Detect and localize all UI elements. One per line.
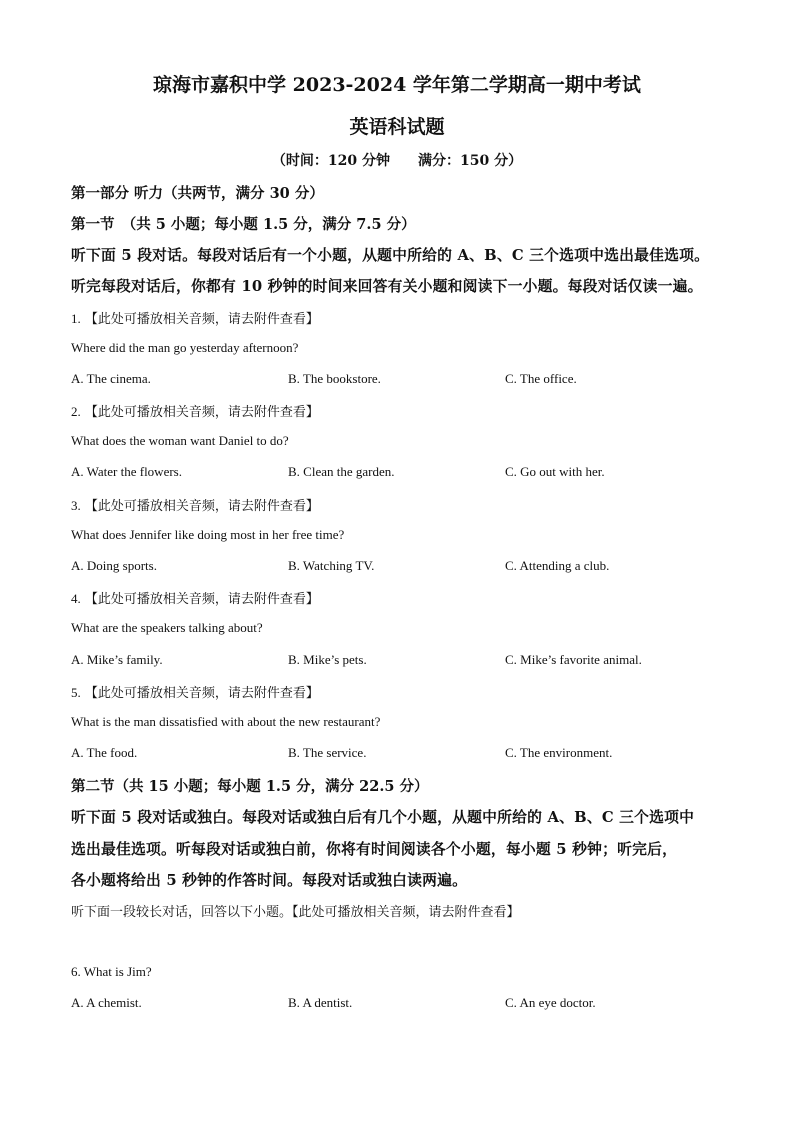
- question-4-option-c: C. Mike’s favorite animal.: [505, 652, 642, 667]
- section1-instruction-1: 听下面 5 段对话。每段对话后有一个小题，从题中所给的 A、B、C 三个选项中选出最佳选项。: [71, 247, 710, 264]
- section2-heading: 第二节（共 15 小题；每小题 1.5 分，满分 22.5 分）: [71, 778, 429, 795]
- question-3-option-c: C. Attending a club.: [505, 558, 610, 573]
- question-4-option-b: B. Mike’s pets.: [288, 652, 367, 667]
- question-4-audio[interactable]: [71, 588, 319, 607]
- question-6-option-b: B. A dentist.: [288, 995, 353, 1010]
- question-2-text: What does the woman want Daniel to do?: [71, 433, 289, 448]
- question-3-option-b: B. Watching TV.: [288, 558, 375, 573]
- question-1-audio[interactable]: [71, 308, 319, 327]
- question-2-option-b: B. Clean the garden.: [288, 464, 395, 479]
- question-5-option-c: C. The environment.: [505, 745, 613, 760]
- section1-instruction-2: 听完每段对话后，你都有 10 秒钟的时间来回答有关小题和阅读下一小题。每段对话仅读一遍。: [71, 278, 703, 295]
- question-6-text: 6. What is Jim?: [71, 964, 152, 979]
- question-5-audio[interactable]: [71, 682, 319, 701]
- question-number: 5.: [71, 685, 81, 700]
- listen-instruction[interactable]: 听下面一段较长对话，回答以下小题。【此处可播放相关音频，请去附件查看】: [71, 905, 520, 920]
- audio-placeholder: 【此处可播放相关音频，请去附件查看】: [84, 405, 319, 420]
- section1-heading: 第一节 （共 5 小题；每小题 1.5 分，满分 7.5 分）: [71, 216, 416, 233]
- question-3-option-a: A. Doing sports.: [71, 558, 157, 573]
- question-number: 1.: [71, 311, 81, 326]
- question-number: 2.: [71, 404, 81, 419]
- audio-placeholder: 【此处可播放相关音频，请去附件查看】: [84, 499, 319, 514]
- question-1-text: Where did the man go yesterday afternoon?: [71, 340, 299, 355]
- question-2-option-c: C. Go out with her.: [505, 464, 605, 479]
- question-6-option-c: C. An eye doctor.: [505, 995, 596, 1010]
- question-number: 3.: [71, 498, 81, 513]
- audio-placeholder: 【此处可播放相关音频，请去附件查看】: [84, 312, 319, 327]
- question-5-option-a: A. The food.: [71, 745, 138, 760]
- exam-subtitle: 英语科试题: [349, 116, 445, 138]
- question-4-text: What are the speakers talking about?: [71, 620, 263, 635]
- question-1-option-c: C. The office.: [505, 371, 577, 386]
- question-2-audio[interactable]: [71, 401, 319, 420]
- audio-placeholder: 【此处可播放相关音频，请去附件查看】: [84, 592, 319, 607]
- section2-instruction-2: 选出最佳选项。听每段对话或独白前，你将有时间阅读各个小题，每小题 5 秒钟；听完后，: [71, 841, 678, 858]
- question-3-text: What does Jennifer like doing most in her free time?: [71, 527, 345, 542]
- question-1-option-a: A. The cinema.: [71, 371, 151, 386]
- time-info: （时间：120 分钟 满分：150 分）: [271, 153, 523, 169]
- part1-heading: 第一部分 听力（共两节，满分 30 分）: [71, 185, 324, 202]
- question-number: 4.: [71, 591, 81, 606]
- exam-title: 琼海市嘉积中学 2023-2024 学年第二学期高一期中考试: [153, 74, 641, 96]
- audio-placeholder: 【此处可播放相关音频，请去附件查看】: [84, 686, 319, 701]
- question-5-text: What is the man dissatisfied with about the new restaurant?: [71, 714, 381, 729]
- question-6-option-a: A. A chemist.: [71, 995, 142, 1010]
- question-1-option-b: B. The bookstore.: [288, 371, 381, 386]
- question-3-audio[interactable]: [71, 495, 319, 514]
- question-2-option-a: A. Water the flowers.: [71, 464, 182, 479]
- section2-instruction-3: 各小题将给出 5 秒钟的作答时间。每段对话或独白读两遍。: [71, 872, 468, 889]
- question-5-option-b: B. The service.: [288, 745, 367, 760]
- section2-instruction-1: 听下面 5 段对话或独白。每段对话或独白后有几个小题，从题中所给的 A、B、C 三个选项中: [71, 809, 695, 826]
- question-4-option-a: A. Mike’s family.: [71, 652, 163, 667]
